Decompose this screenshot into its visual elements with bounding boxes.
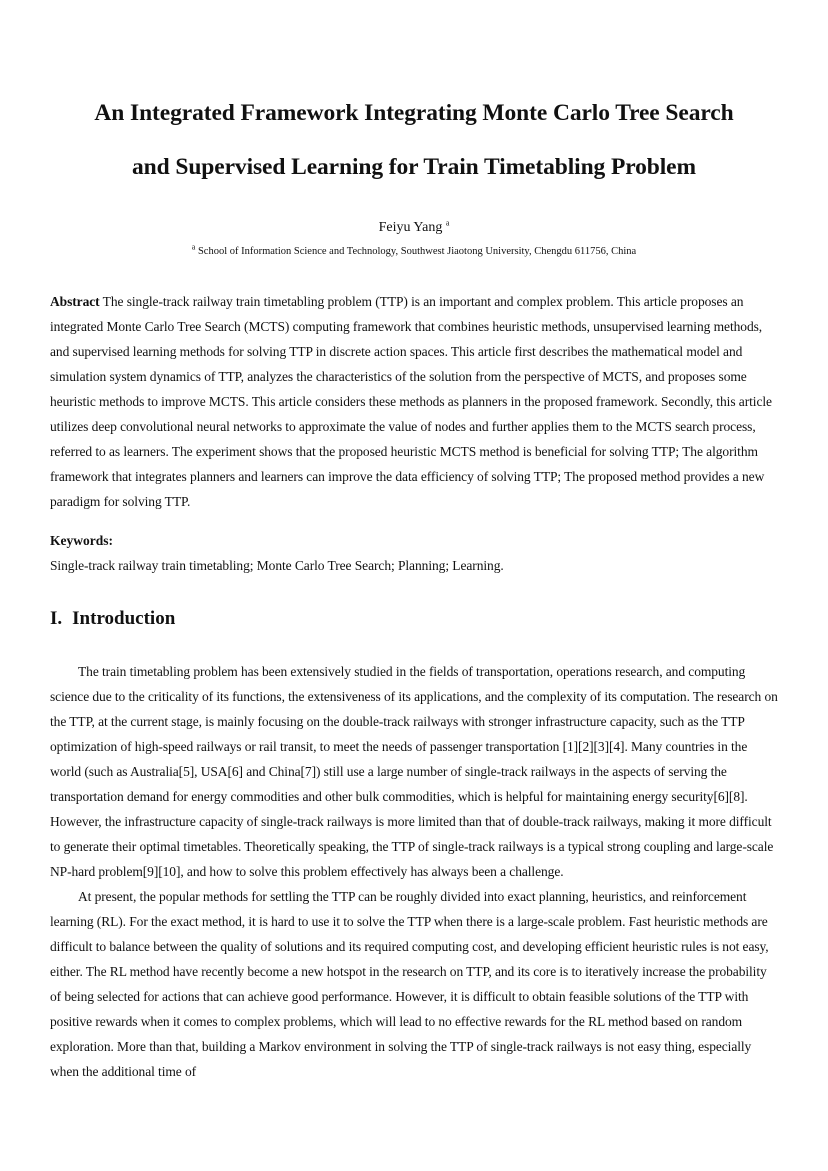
keywords-label: Keywords: xyxy=(50,533,113,548)
section-title: Introduction xyxy=(72,608,176,629)
author-name: Feiyu Yang xyxy=(378,220,443,235)
abstract-label: Abstract xyxy=(50,294,100,309)
affiliation-superscript: a xyxy=(191,242,196,252)
abstract-text: The single-track railway train timetabling problem (TTP) is an important and complex problem. This article proposes an integrated Monte Carlo Tree Search (MCTS) computing framework that combines heuristic methods, unsupervised learning methods, and supervised learning methods for solving TTP in discrete action spaces. This article first describes the mathematical model and simulation system dynamics of TTP, analyzes the characteristics of the solution from the perspective of MCTS, and proposes some heuristic methods to improve MCTS. This article considers these methods as planners in the proposed framework. Secondly, this article utilizes deep convolutional neural networks to approximate the value of nodes and further applies them to the MCTS search process, referred to as learners. The experiment shows that the proposed heuristic MCTS method is beneficial for solving TTP; The algorithm framework that integrates planners and learners can improve the data efficiency of solving TTP; The proposed method provides a new paradigm for solving TTP. xyxy=(50,294,772,509)
author-line xyxy=(50,219,778,237)
intro-paragraph-1: The train timetabling problem has been extensively studied in the fields of transportation, operations research, and computing science due to the criticality of its functions, the extensiveness of its applications, and the complexity of its computation. The research on the TTP, at the current stage, is mainly focusing on the double-track railways with stronger infrastructure capacity, such as the TTP optimization of high-speed railways or rail transit, to meet the needs of passenger transportation [1][2][3][4]. Many countries in the world (such as Australia[5], USA[6] and China[7]) still use a large number of single-track railways in the aspects of serving the transportation demand for energy commodities and other bulk commodities, which is helpful for maintaining energy security[6][8]. However, the infrastructure capacity of single-track railways is more limited than that of double-track railways, making it more difficult to generate their optimal timetables. Theoretically speaking, the TTP of single-track railways is a typical strong coupling and large-scale NP-hard problem[9][10], and how to solve this problem effectively has always been a challenge. xyxy=(50,664,778,879)
intro-paragraph-2: At present, the popular methods for settling the TTP can be roughly divided into exact planning, heuristics, and reinforcement learning (RL). For the exact method, it is hard to use it to solve the TTP when there is a large-scale problem. Fast heuristic methods are difficult to balance between the quality of solutions and its required computing cost, and developing efficient heuristic rules is not easy, either. The RL method have recently become a new hotspot in the research on TTP, and its core is to iteratively increase the probability of being selected for actions that can achieve good performance. However, it is difficult to obtain feasible solutions of the TTP with positive rewards when it comes to complex problems, which will lead to no effective rewards for the RL method based on random exploration. More than that, building a Markov environment in solving the TTP of single-track railways is not easy thing, especially when the additional time of xyxy=(50,889,769,1079)
title-line-2: and Supervised Learning for Train Timetabling Problem xyxy=(131,154,696,180)
author-superscript: a xyxy=(445,218,450,228)
section-heading xyxy=(50,606,778,632)
keywords-text: Single-track railway train timetabling; Monte Carlo Tree Search; Planning; Learning. xyxy=(50,558,504,573)
affiliation-text: School of Information Science and Technology, Southwest Jiaotong University, Chengdu 611756, China xyxy=(197,246,637,257)
paper-title xyxy=(50,0,778,194)
section-number: I. xyxy=(50,608,63,629)
title-line-1: An Integrated Framework Integrating Monte Carlo Tree Search xyxy=(94,100,734,126)
affiliation-line xyxy=(50,242,778,259)
introduction-body xyxy=(50,659,778,1084)
abstract xyxy=(50,289,778,514)
